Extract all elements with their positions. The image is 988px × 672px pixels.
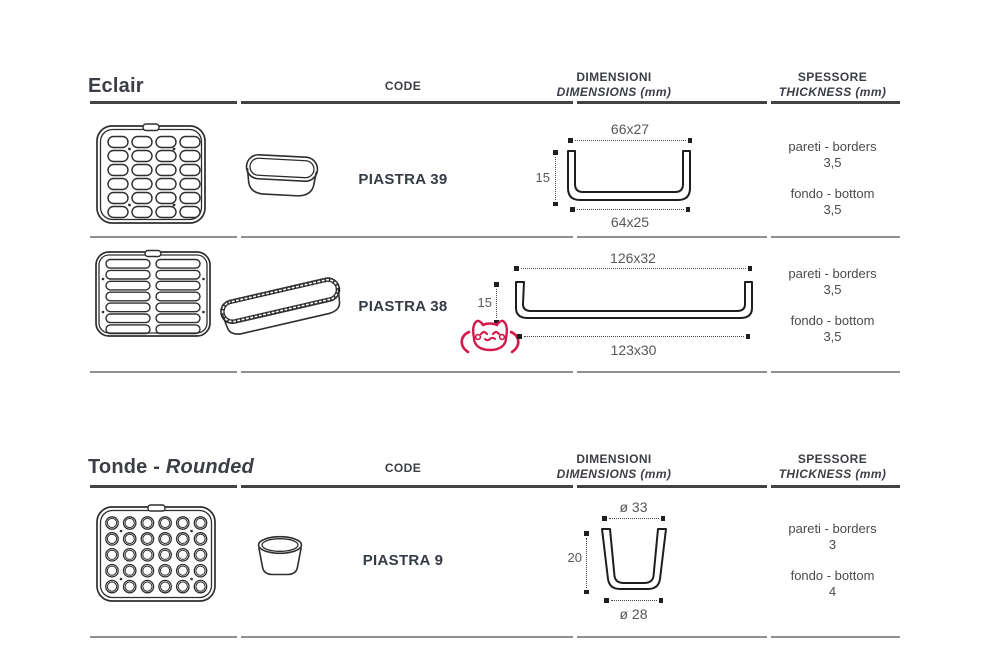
thickness-header-line2: THICKNESS (mm) <box>778 85 887 99</box>
bottom-value: 3,5 <box>823 202 842 217</box>
thickness-header-line1: SPESSORE <box>797 452 868 466</box>
thickness-block-piastra39 <box>760 139 905 218</box>
code-text: PIASTRA 38 <box>358 298 448 315</box>
header-rule <box>90 101 900 104</box>
dimensions-header-line2: DIMENSIONS (mm) <box>556 467 672 481</box>
dim-bottom-value: ø 28 <box>619 606 648 622</box>
dim-top-label <box>568 121 692 137</box>
section-bottom-rule <box>90 371 900 373</box>
dim-height-line <box>584 531 589 594</box>
thickness-block-piastra38 <box>760 266 905 345</box>
borders-value: 3,5 <box>823 155 842 170</box>
dimensions-header-line1: DIMENSIONI <box>576 70 652 84</box>
thickness-header-line1: SPESSORE <box>797 70 868 84</box>
dimensions-header-line2: DIMENSIONS (mm) <box>556 85 672 99</box>
section-title-tonde <box>88 456 254 479</box>
eclair-tray-14-icon <box>94 249 212 339</box>
column-header-thickness <box>745 452 920 482</box>
dim-top-line <box>568 138 692 143</box>
bottom-value: 3,5 <box>823 329 842 344</box>
dim-height-value: 20 <box>567 550 582 565</box>
bottom-value: 4 <box>828 584 837 599</box>
dim-top-value: 126x32 <box>610 250 656 266</box>
column-header-dimensions <box>519 70 709 100</box>
row-separator <box>90 236 900 238</box>
dim-top-value: ø 33 <box>619 499 648 515</box>
code-header-label: CODE <box>384 461 422 475</box>
dim-height-line <box>553 150 558 206</box>
dim-bottom-value: 64x25 <box>610 214 650 230</box>
oval-mold-icon <box>243 151 321 203</box>
profile-diagram-piastra9-icon <box>597 527 671 597</box>
column-header-dimensions <box>519 452 709 482</box>
column-header-thickness <box>745 70 920 100</box>
borders-value: 3 <box>828 537 837 552</box>
cat-doodle <box>459 316 521 360</box>
dim-top-value: 66x27 <box>610 121 650 137</box>
section-title-eclair <box>88 75 144 98</box>
code-piastra-9 <box>348 552 458 569</box>
dim-height-value: 15 <box>477 295 492 310</box>
borders-label: pareti - borders <box>788 521 877 536</box>
bottom-label: fondo - bottom <box>790 313 875 328</box>
section-title-text: Tonde - <box>88 456 161 478</box>
dim-top-label <box>514 250 752 266</box>
section-bottom-rule <box>90 636 900 638</box>
profile-diagram-piastra39-icon <box>565 149 693 207</box>
section-title-text: Eclair <box>88 75 144 97</box>
long-eclair-mold-icon <box>217 267 345 337</box>
dim-bottom-value: 123x30 <box>610 342 657 358</box>
dim-bottom-line <box>604 598 663 603</box>
dim-top-line <box>514 266 752 271</box>
dim-height-value: 15 <box>535 170 550 185</box>
borders-label: pareti - borders <box>788 139 877 154</box>
bottom-label: fondo - bottom <box>790 186 875 201</box>
borders-value: 3,5 <box>823 282 842 297</box>
column-header-code <box>348 79 458 94</box>
round-cup-mold-icon <box>255 534 305 578</box>
dim-height-label <box>468 295 492 310</box>
dimensions-header-line1: DIMENSIONI <box>576 452 652 466</box>
round-tray-30-icon <box>95 504 217 604</box>
dim-bottom-line <box>570 207 690 212</box>
dim-bottom-label <box>602 606 665 622</box>
code-text: PIASTRA 39 <box>358 171 448 188</box>
profile-diagram-piastra38-icon <box>512 280 756 324</box>
eclair-tray-24-icon <box>95 122 207 226</box>
header-rule <box>90 485 900 488</box>
thickness-header-line2: THICKNESS (mm) <box>778 467 887 481</box>
column-header-code <box>348 461 458 476</box>
dim-top-label <box>602 499 665 515</box>
bottom-label: fondo - bottom <box>790 568 875 583</box>
dim-height-label <box>528 170 550 185</box>
code-piastra-39 <box>348 171 458 188</box>
dim-bottom-label <box>568 214 692 230</box>
dim-bottom-line <box>517 334 750 339</box>
section-title-suffix: Rounded <box>165 456 254 478</box>
borders-label: pareti - borders <box>788 266 877 281</box>
dim-top-line <box>602 516 665 521</box>
dim-bottom-label <box>517 342 750 358</box>
code-piastra-38 <box>348 298 458 315</box>
code-header-label: CODE <box>384 79 422 93</box>
thickness-block-piastra9 <box>760 521 905 600</box>
code-text: PIASTRA 9 <box>362 552 444 569</box>
dim-height-label <box>558 550 582 565</box>
